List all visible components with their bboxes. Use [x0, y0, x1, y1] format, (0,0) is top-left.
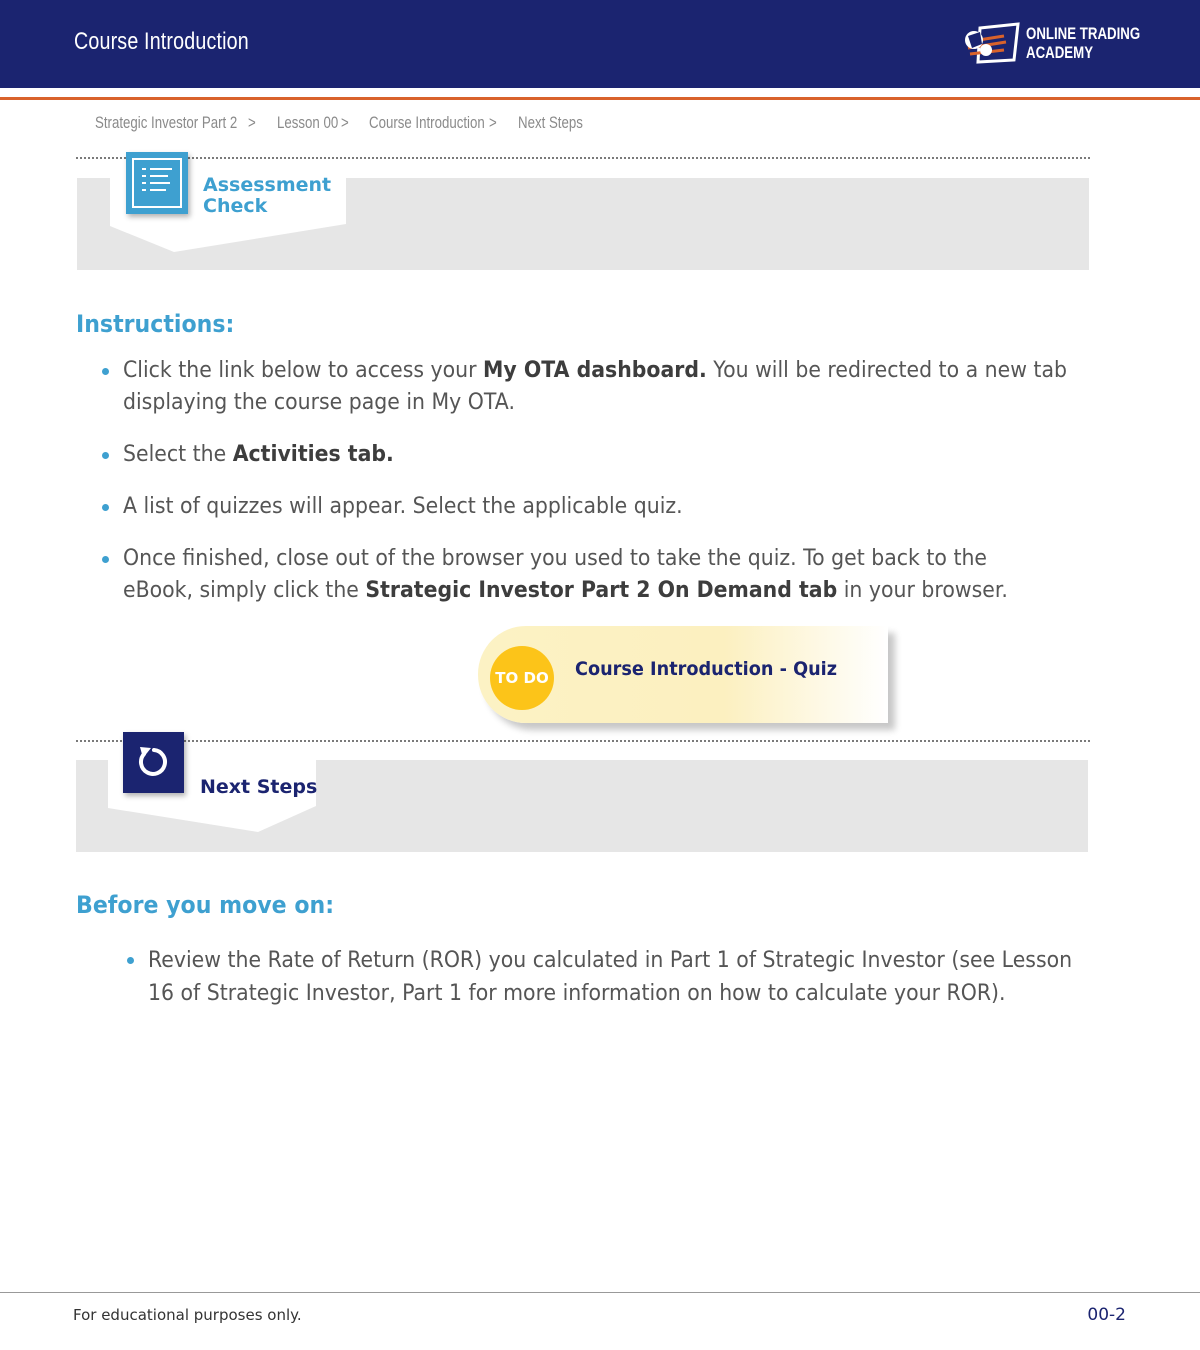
logo-line-1: ONLINE TRADING: [1026, 24, 1141, 43]
instructions-list: [123, 355, 1143, 627]
assessment-label-line-1: Assessment: [203, 174, 332, 196]
list-item: Review the Rate of Return (ROR) you calculated in Part 1 of Strategic Investor (see Lesson 16 of Strategic Investor, Part 1 for more information on how to calculate your ROR).: [148, 944, 1148, 1010]
list-item: Once finished, close out of the browser you used to take the quiz. To get back to the eBook, simply click the Strategic Investor Part 2 On Demand tab in your browser.: [123, 543, 1143, 607]
bullet-icon: [102, 368, 109, 375]
section-divider: [76, 740, 1090, 742]
quiz-link-title[interactable]: Course Introduction - Quiz: [575, 658, 838, 680]
before-move-on-heading: Before you move on:: [76, 891, 335, 919]
page-number: 00-2: [1087, 1305, 1126, 1325]
breadcrumb-separator: >: [341, 113, 349, 132]
breadcrumb-item-course-intro[interactable]: Course Introduction: [369, 113, 485, 132]
page-title: Course Introduction: [74, 28, 249, 55]
breadcrumb-separator: >: [489, 113, 497, 132]
breadcrumb-item-part2[interactable]: Strategic Investor Part 2: [95, 113, 238, 132]
breadcrumb-item-lesson[interactable]: Lesson 00: [277, 113, 339, 132]
logo-text: [1026, 24, 1140, 62]
assessment-label-line-2: Check: [203, 195, 268, 217]
bullet-icon: [102, 452, 109, 459]
next-steps-label: Next Steps: [200, 776, 318, 798]
list-item: A list of quizzes will appear. Select the applicable quiz.: [123, 491, 1143, 523]
section-divider: [76, 157, 1090, 159]
logo-line-2: ACADEMY: [1026, 43, 1094, 62]
academy-emblem-icon: [960, 20, 1022, 68]
bullet-icon: [102, 504, 109, 511]
my-ota-dashboard-link[interactable]: My OTA dashboard.: [483, 358, 707, 383]
breadcrumb-item-next-steps[interactable]: Next Steps: [518, 113, 583, 132]
bullet-icon: [102, 556, 109, 563]
checklist-icon: [126, 152, 188, 214]
ota-logo: [960, 20, 1140, 68]
header-accent-line: [0, 97, 1200, 100]
assessment-label: [203, 175, 331, 217]
instructions-heading: Instructions:: [76, 310, 235, 338]
footer-disclaimer: For educational purposes only.: [73, 1306, 302, 1324]
refresh-icon: [123, 732, 184, 793]
before-move-on-list: [148, 944, 1148, 1030]
page-header: [0, 0, 1200, 88]
list-item: Select the Activities tab.: [123, 439, 1143, 471]
bullet-icon: [127, 957, 134, 964]
breadcrumb-separator: >: [248, 113, 256, 132]
quiz-link-card[interactable]: [478, 626, 888, 723]
footer-divider: [0, 1292, 1200, 1293]
list-item: Click the link below to access your My OTA dashboard. You will be redirected to a new tab displaying the course page in My OTA.: [123, 355, 1143, 419]
todo-badge: TO DO: [490, 646, 554, 710]
